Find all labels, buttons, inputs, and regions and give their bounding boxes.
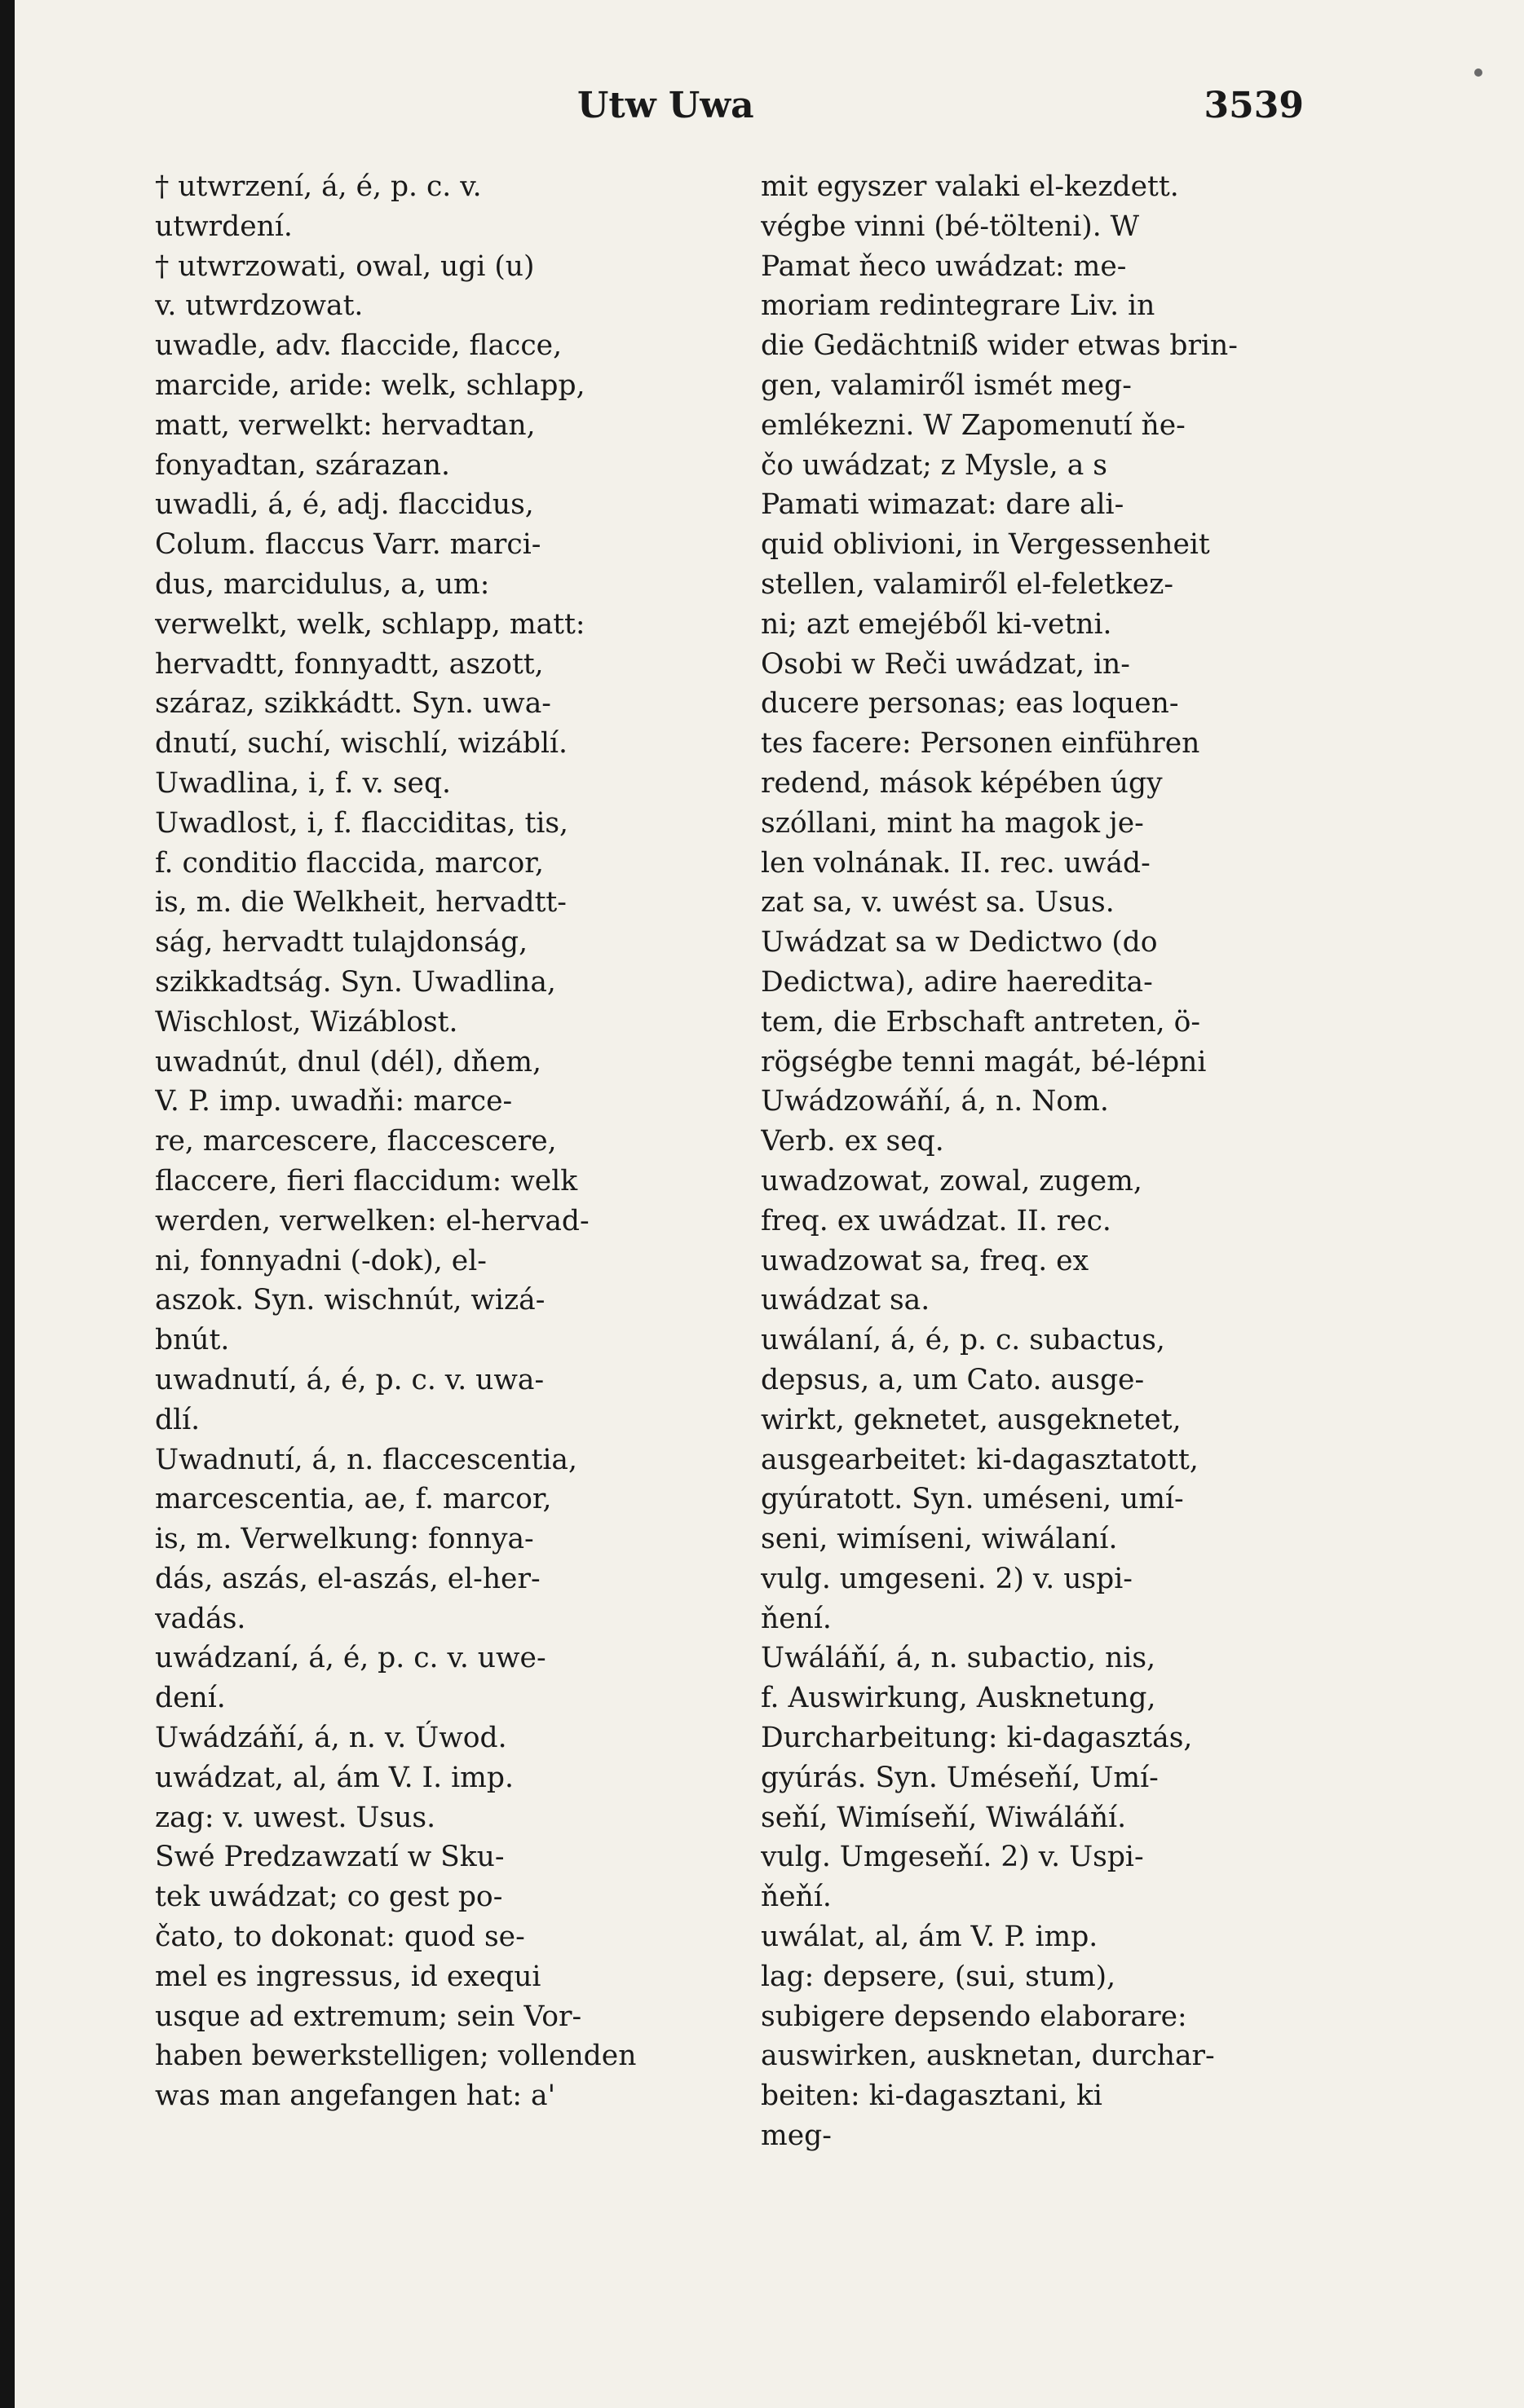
dictionary-line: uwadnút, dnul (dél), dňem, xyxy=(155,1045,541,1078)
dictionary-line: f. Auswirkung, Ausknetung, xyxy=(761,1682,1156,1715)
dictionary-line: len volnának. II. rec. uwád- xyxy=(761,846,1151,880)
dictionary-line: dlí. xyxy=(155,1403,201,1436)
dictionary-line: uwádzat sa. xyxy=(761,1284,930,1317)
dictionary-line: was man angefangen hat: a' xyxy=(155,2079,556,2113)
dictionary-line: uwadle, adv. flaccide, flacce, xyxy=(155,329,563,363)
dictionary-line: beiten: ki-dagasztani, ki xyxy=(761,2079,1102,2113)
dictionary-line: is, m. die Welkheit, hervadtt- xyxy=(155,886,567,920)
dictionary-line: Dedictwa), adire haeredita- xyxy=(761,965,1153,999)
dictionary-line: mit egyszer valaki el-kezdett. xyxy=(761,170,1179,203)
dictionary-line: re, marcescere, flaccescere, xyxy=(155,1125,557,1158)
dictionary-line: Verb. ex seq. xyxy=(761,1125,944,1158)
dictionary-line: depsus, a, um Cato. ausge- xyxy=(761,1363,1145,1396)
dictionary-line: szóllani, mint ha magok je- xyxy=(761,806,1144,840)
dictionary-line: ducere personas; eas loquen- xyxy=(761,687,1179,721)
dictionary-line: meg- xyxy=(761,2119,832,2153)
dictionary-line: freq. ex uwádzat. II. rec. xyxy=(761,1204,1111,1237)
dictionary-line: dení. xyxy=(155,1682,226,1715)
dictionary-line: † utwrzowati, owal, ugi (u) xyxy=(155,249,535,283)
dictionary-line: ňení. xyxy=(761,1602,832,1635)
dictionary-line: werden, verwelken: el-hervad- xyxy=(155,1204,590,1237)
dictionary-line: Uwadnutí, á, n. flaccescentia, xyxy=(155,1443,577,1476)
dictionary-line: v. utwrdzowat. xyxy=(155,289,364,323)
dictionary-line: vadás. xyxy=(155,1602,246,1635)
dictionary-line: Uwadlina, i, f. v. seq. xyxy=(155,766,451,800)
page-header xyxy=(15,85,1524,134)
dictionary-line: ni, fonnyadni (-dok), el- xyxy=(155,1244,487,1277)
dictionary-line: moriam redintegrare Liv. in xyxy=(761,289,1155,323)
dictionary-line: szikkadtság. Syn. Uwadlina, xyxy=(155,965,556,999)
dictionary-line: tek uwádzat; co gest po- xyxy=(155,1881,503,1914)
dictionary-line: † utwrzení, á, é, p. c. v. xyxy=(155,170,482,203)
dictionary-line: is, m. Verwelkung: fonnya- xyxy=(155,1523,534,1556)
page-number: 3539 xyxy=(1204,85,1304,126)
dictionary-line: marcide, aride: welk, schlapp, xyxy=(155,368,585,402)
dictionary-line: Durcharbeitung: ki-dagasztás, xyxy=(761,1722,1193,1755)
dictionary-line: Uwadlost, i, f. flacciditas, tis, xyxy=(155,806,569,840)
dictionary-line: ausgearbeitet: ki-dagasztatott, xyxy=(761,1443,1199,1476)
dictionary-line: utwrdení. xyxy=(155,209,293,243)
dictionary-line: mel es ingressus, id exequi xyxy=(155,1960,541,1993)
dictionary-page xyxy=(15,0,1524,2408)
dictionary-line: ni; azt emejéből ki-vetni. xyxy=(761,607,1112,641)
dictionary-line: emlékezni. W Zapomenutí ňe- xyxy=(761,408,1186,442)
dictionary-line: Swé Predzawzatí w Sku- xyxy=(155,1841,505,1874)
dictionary-line: wirkt, geknetet, ausgeknetet, xyxy=(761,1403,1182,1436)
dictionary-line: fonyadtan, szárazan. xyxy=(155,448,450,482)
dictionary-line: Uwáláňí, á, n. subactio, nis, xyxy=(761,1642,1156,1675)
dictionary-line: dnutí, suchí, wischlí, wizáblí. xyxy=(155,727,568,761)
dictionary-line: Wischlost, Wizáblost. xyxy=(155,1005,458,1039)
dictionary-line: tem, die Erbschaft antreten, ö- xyxy=(761,1005,1201,1039)
dictionary-line: verwelkt, welk, schlapp, matt: xyxy=(155,607,585,641)
dictionary-line: vulg. umgeseni. 2) v. uspi- xyxy=(761,1562,1133,1595)
dictionary-line: haben bewerkstelligen; vollenden xyxy=(155,2040,637,2073)
page-edge-dot xyxy=(1474,68,1482,77)
right-column xyxy=(761,167,1340,2156)
dictionary-line: uwádzaní, á, é, p. c. v. uwe- xyxy=(155,1642,546,1675)
dictionary-line: Pamati wimazat: dare ali- xyxy=(761,488,1124,522)
dictionary-line: Osobi w Reči uwádzat, in- xyxy=(761,647,1130,681)
dictionary-line: V. P. imp. uwadňi: marce- xyxy=(155,1085,513,1118)
dictionary-line: rögségbe tenni magát, bé-lépni xyxy=(761,1045,1207,1078)
dictionary-line: bnút. xyxy=(155,1324,230,1357)
dictionary-line: seňí, Wimíseňí, Wiwáláňí. xyxy=(761,1801,1127,1834)
dictionary-line: uwálat, al, ám V. P. imp. xyxy=(761,1921,1098,1954)
dictionary-line: lag: depsere, (sui, stum), xyxy=(761,1960,1116,1993)
dictionary-line: aszok. Syn. wischnút, wizá- xyxy=(155,1284,546,1317)
dictionary-line: čo uwádzat; z Mysle, a s xyxy=(761,448,1107,482)
dictionary-line: ság, hervadtt tulajdonság, xyxy=(155,926,528,959)
dictionary-line: uwadli, á, é, adj. flaccidus, xyxy=(155,488,534,522)
dictionary-line: vulg. Umgeseňí. 2) v. Uspi- xyxy=(761,1841,1144,1874)
dictionary-line: zat sa, v. uwést sa. Usus. xyxy=(761,886,1115,920)
dictionary-line: végbe vinni (bé-tölteni). W xyxy=(761,209,1140,243)
dictionary-line: dás, aszás, el-aszás, el-her- xyxy=(155,1562,541,1595)
dictionary-line: die Gedächtniß wider etwas brin- xyxy=(761,329,1238,363)
dictionary-line: uwadzowat sa, freq. ex xyxy=(761,1244,1089,1277)
dictionary-line: auswirken, ausknetan, durchar- xyxy=(761,2040,1215,2073)
dictionary-line: gen, valamiről ismét meg- xyxy=(761,368,1132,402)
dictionary-line: zag: v. uwest. Usus. xyxy=(155,1801,436,1834)
dictionary-line: quid oblivioni, in Vergessenheit xyxy=(761,528,1210,562)
dictionary-line: usque ad extremum; sein Vor- xyxy=(155,2000,582,2033)
dictionary-line: redend, mások képében úgy xyxy=(761,766,1163,800)
left-column xyxy=(155,167,703,2116)
dictionary-line: Colum. flaccus Varr. marci- xyxy=(155,528,541,562)
dictionary-line: tes facere: Personen einführen xyxy=(761,727,1200,761)
dictionary-line: matt, verwelkt: hervadtan, xyxy=(155,408,536,442)
dictionary-line: čato, to dokonat: quod se- xyxy=(155,1921,525,1954)
dictionary-line: ňeňí. xyxy=(761,1881,832,1914)
dictionary-line: Uwádzowáňí, á, n. Nom. xyxy=(761,1085,1109,1118)
running-head: Utw Uwa xyxy=(577,85,754,126)
dictionary-line: Uwádzat sa w Dedictwo (do xyxy=(761,926,1158,959)
dictionary-line: uwadzowat, zowal, zugem, xyxy=(761,1164,1142,1197)
dictionary-line: gyúratott. Syn. uméseni, umí- xyxy=(761,1483,1184,1516)
dictionary-line: uwálaní, á, é, p. c. subactus, xyxy=(761,1324,1165,1357)
dictionary-line: hervadtt, fonnyadtt, aszott, xyxy=(155,647,544,681)
dictionary-line: subigere depsendo elaborare: xyxy=(761,2000,1187,2033)
dictionary-line: uwádzat, al, ám V. I. imp. xyxy=(155,1761,514,1794)
dictionary-line: gyúrás. Syn. Uméseňí, Umí- xyxy=(761,1761,1159,1794)
dictionary-line: flaccere, fieri flaccidum: welk xyxy=(155,1164,578,1197)
dictionary-line: stellen, valamiről el-feletkez- xyxy=(761,567,1174,601)
dictionary-line: dus, marcidulus, a, um: xyxy=(155,567,490,601)
dictionary-line: marcescentia, ae, f. marcor, xyxy=(155,1483,552,1516)
dictionary-line: f. conditio flaccida, marcor, xyxy=(155,846,544,880)
dictionary-line: száraz, szikkádtt. Syn. uwa- xyxy=(155,687,551,721)
dictionary-line: Pamat ňeco uwádzat: me- xyxy=(761,249,1127,283)
dictionary-line: Uwádzáňí, á, n. v. Úwod. xyxy=(155,1722,507,1755)
dictionary-line: seni, wimíseni, wiwálaní. xyxy=(761,1523,1118,1556)
dictionary-line: uwadnutí, á, é, p. c. v. uwa- xyxy=(155,1363,545,1396)
